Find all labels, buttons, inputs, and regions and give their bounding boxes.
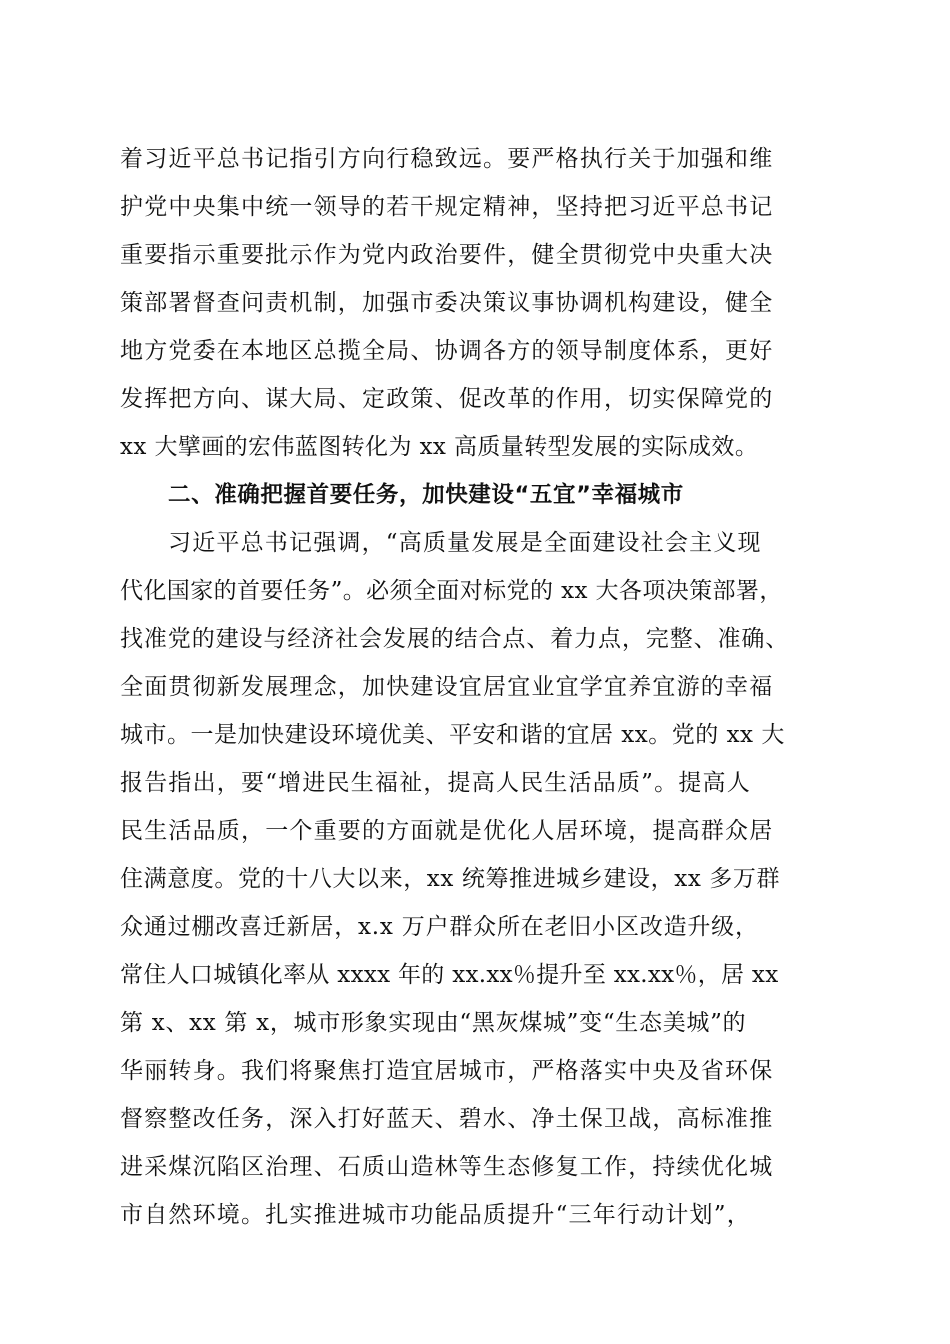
- paragraph-line: 民生活品质，一个重要的方面就是优化人居环境，提高群众居: [120, 818, 774, 844]
- paragraph-line: 代化国家的首要任务”。必须全面对标党的 xx 大各项决策部署，: [120, 578, 783, 604]
- paragraph-line: xx 大擘画的宏伟蓝图转化为 xx 高质量转型发展的实际成效。: [120, 434, 759, 460]
- paragraph-line: 重要指示重要批示作为党内政治要件，健全贯彻党中央重大决: [120, 242, 774, 268]
- paragraph-line: 护党中央集中统一领导的若干规定精神，坚持把习近平总书记: [120, 194, 774, 220]
- section-heading: 二、准确把握首要任务，加快建设“五宜”幸福城市: [168, 482, 684, 508]
- paragraph-line: 进采煤沉陷区治理、石质山造林等生态修复工作，持续优化城: [120, 1154, 774, 1180]
- paragraph-line: 督察整改任务，深入打好蓝天、碧水、净土保卫战，高标准推: [120, 1106, 774, 1132]
- paragraph-line: 报告指出，要“增进民生福祉，提高人民生活品质”。提高人: [120, 770, 751, 796]
- paragraph-line: 住满意度。党的十八大以来，xx 统筹推进城乡建设，xx 多万群: [120, 866, 781, 892]
- paragraph-line: 常住人口城镇化率从 xxxx 年的 xx.xx％提升至 xx.xx％，居 xx: [120, 962, 779, 988]
- paragraph-line: 城市。一是加快建设环境优美、平安和谐的宜居 xx。党的 xx 大: [120, 722, 785, 748]
- paragraph-line: 众通过棚改喜迁新居，x.x 万户群众所在老旧小区改造升级，: [120, 914, 759, 940]
- paragraph-line: 策部署督查问责机制，加强市委决策议事协调机构建设，健全: [120, 290, 774, 316]
- paragraph-line: 习近平总书记强调，“高质量发展是全面建设社会主义现: [168, 530, 762, 556]
- paragraph-line: 华丽转身。我们将聚焦打造宜居城市，严格落实中央及省环保: [120, 1058, 774, 1084]
- paragraph-line: 找准党的建设与经济社会发展的结合点、着力点，完整、准确、: [120, 626, 790, 652]
- paragraph-line: 市自然环境。扎实推进城市功能品质提升“三年行动计划”，: [120, 1202, 751, 1228]
- paragraph-line: 发挥把方向、谋大局、定政策、促改革的作用，切实保障党的: [120, 386, 774, 412]
- paragraph-line: 全面贯彻新发展理念，加快建设宜居宜业宜学宜养宜游的幸福: [120, 674, 774, 700]
- paragraph-line: 着习近平总书记指引方向行稳致远。要严格执行关于加强和维: [120, 146, 774, 172]
- paragraph-line: 地方党委在本地区总揽全局、协调各方的领导制度体系，更好: [120, 338, 774, 364]
- paragraph-line: 第 x、xx 第 x，城市形象实现由“黑灰煤城”变“生态美城”的: [120, 1010, 747, 1036]
